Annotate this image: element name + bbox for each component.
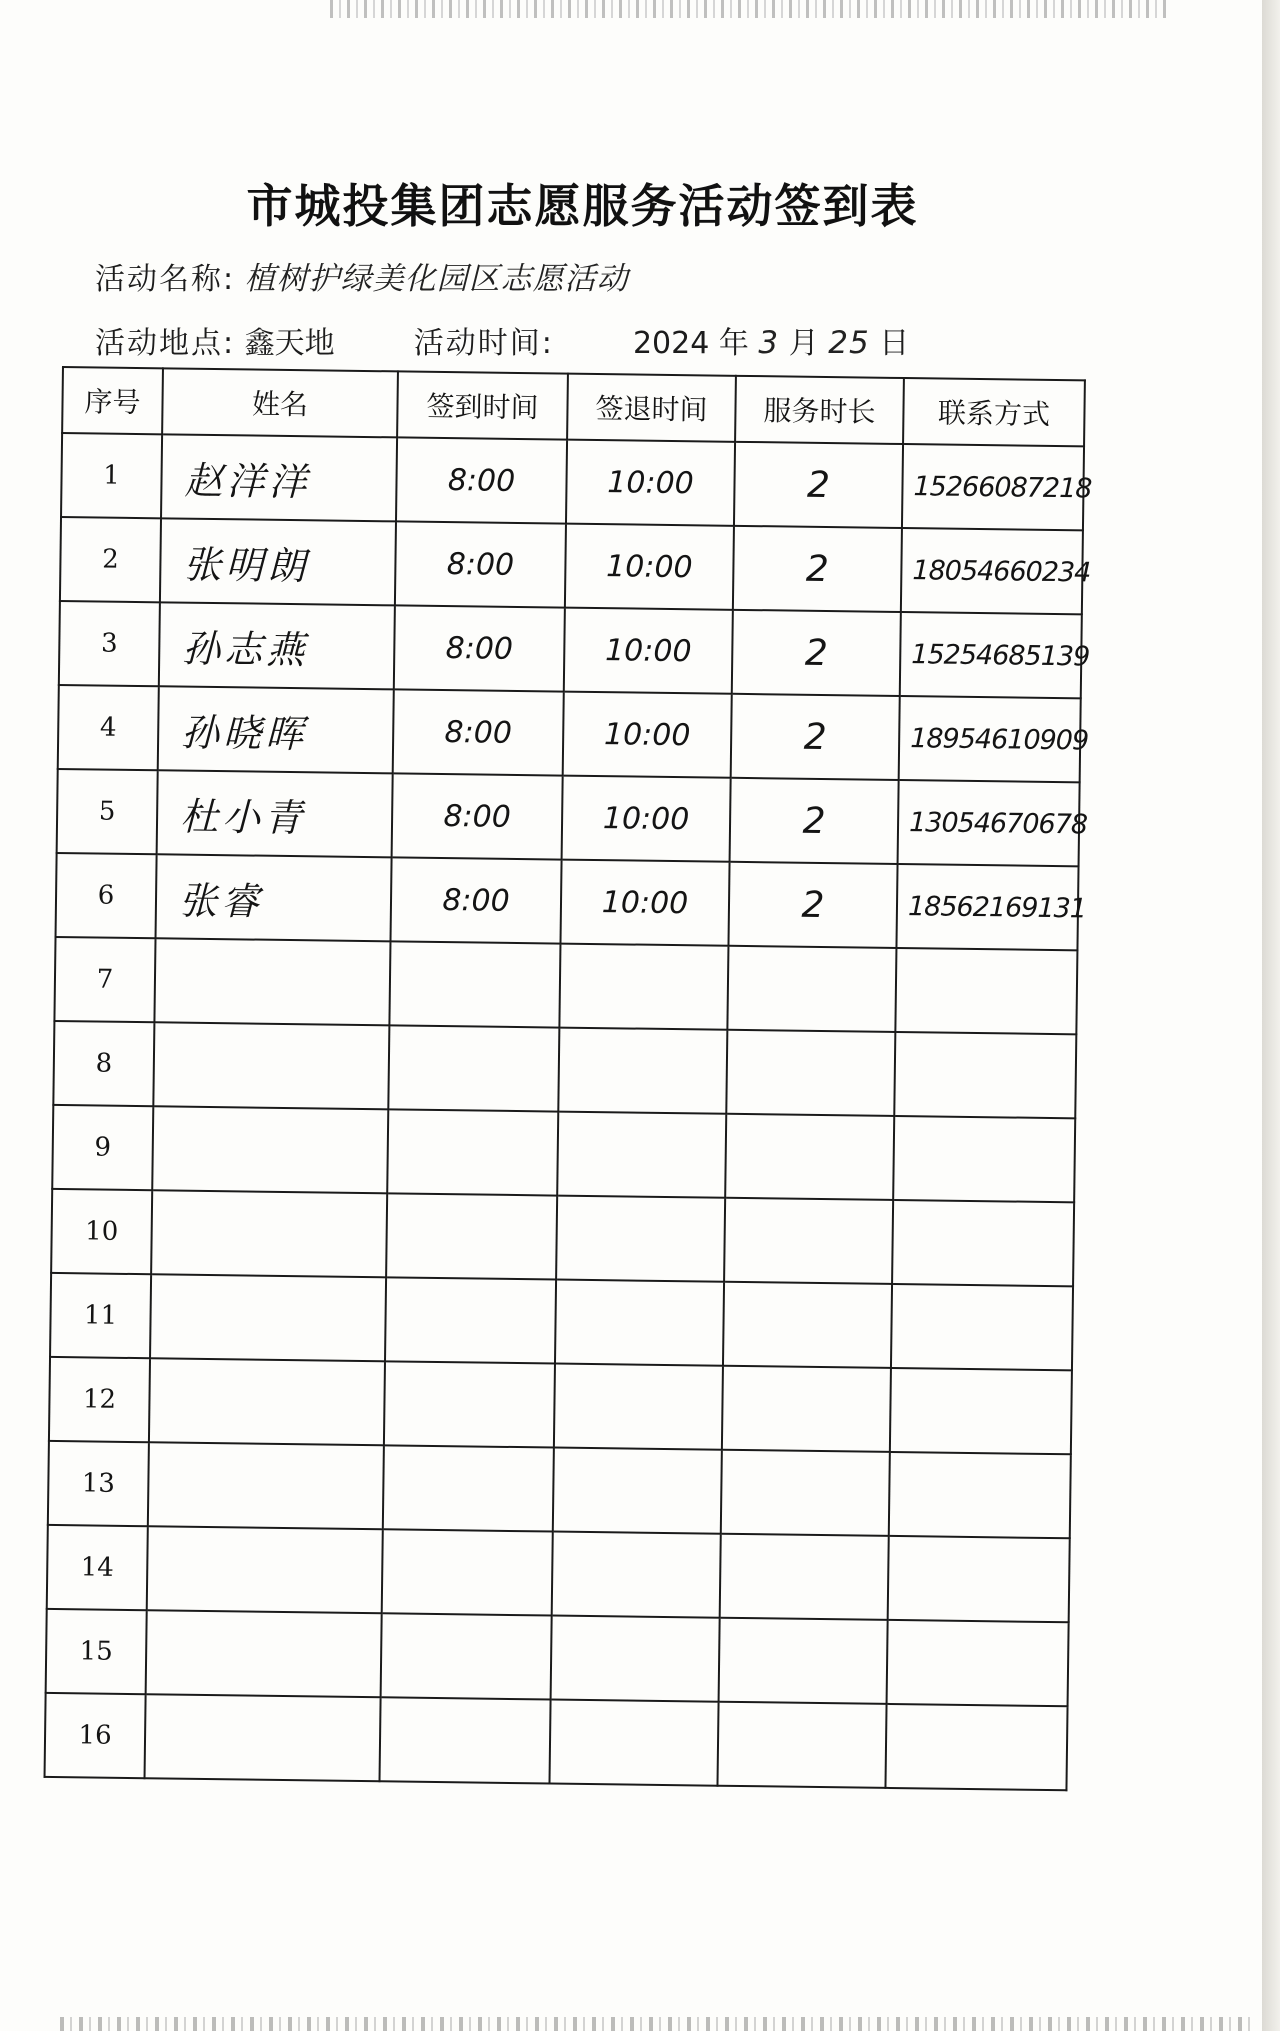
- row-index: 1: [61, 433, 162, 518]
- row-contact: [891, 1284, 1073, 1370]
- row-contact: [890, 1368, 1072, 1454]
- row-index: 3: [59, 601, 160, 686]
- row-index: 5: [57, 769, 158, 854]
- row-sign-out-time: [551, 1616, 720, 1702]
- row-contact: 18054660234: [901, 528, 1083, 614]
- row-sign-out-time: [559, 944, 728, 1030]
- table-row: [53, 1021, 1076, 1118]
- row-sign-in-time: 8:00: [395, 521, 566, 607]
- row-contact: [888, 1536, 1070, 1622]
- row-service-hours: 2: [733, 526, 902, 612]
- row-index: 2: [60, 517, 161, 602]
- row-name: [151, 1190, 387, 1277]
- table-row: [57, 769, 1080, 866]
- row-contact: [885, 1704, 1067, 1790]
- row-sign-out-time: [558, 1028, 727, 1114]
- row-sign-in-time: [381, 1613, 552, 1699]
- row-contact: [892, 1200, 1074, 1286]
- table-row: [47, 1525, 1070, 1622]
- activity-location-value: 鑫天地: [244, 326, 335, 361]
- activity-name-line: [95, 253, 629, 298]
- table-row: [58, 685, 1081, 782]
- row-sign-out-time: 10:00: [565, 524, 734, 610]
- activity-name-label: 活动名称:: [95, 262, 236, 297]
- row-sign-out-time: [557, 1112, 726, 1198]
- row-service-hours: [720, 1534, 889, 1620]
- row-sign-out-time: 10:00: [562, 776, 731, 862]
- row-name: [150, 1274, 386, 1361]
- row-name: [153, 1022, 389, 1109]
- row-service-hours: 2: [731, 694, 900, 780]
- header-contact: 联系方式: [903, 378, 1085, 446]
- header-name: 姓名: [162, 368, 398, 437]
- header-index: 序号: [62, 367, 163, 434]
- row-index: 8: [53, 1021, 154, 1106]
- row-service-hours: [721, 1450, 890, 1536]
- table-row: [61, 433, 1084, 530]
- row-name: [154, 938, 390, 1025]
- row-name: [146, 1610, 382, 1697]
- activity-name-value: 植树护绿美化园区志愿活动: [244, 261, 629, 297]
- row-index: 9: [52, 1105, 153, 1190]
- row-service-hours: 2: [734, 442, 903, 528]
- table-row: [52, 1105, 1075, 1202]
- row-index: 12: [49, 1357, 150, 1442]
- row-name: [145, 1694, 381, 1781]
- row-sign-in-time: [384, 1361, 555, 1447]
- activity-day-unit: 日: [879, 326, 910, 361]
- activity-location-time-line: [95, 318, 909, 362]
- table-row: [46, 1609, 1069, 1706]
- row-index: 13: [48, 1441, 149, 1526]
- header-sign-in-time: 签到时间: [397, 371, 568, 439]
- row-contact: [889, 1452, 1071, 1538]
- activity-location-label: 活动地点:: [95, 326, 236, 361]
- row-sign-out-time: 10:00: [560, 860, 729, 946]
- row-service-hours: [726, 1030, 895, 1116]
- row-index: 7: [54, 937, 155, 1022]
- background-page-edge: [1262, 0, 1280, 2031]
- sign-in-table: [44, 366, 1092, 1791]
- table-row: [54, 937, 1077, 1034]
- row-service-hours: [722, 1366, 891, 1452]
- row-contact: [893, 1116, 1075, 1202]
- row-contact: 18954610909: [899, 696, 1081, 782]
- row-contact: 15266087218: [902, 444, 1084, 530]
- activity-month: 3: [758, 325, 780, 361]
- table-row: [45, 1693, 1068, 1790]
- row-sign-out-time: [554, 1364, 723, 1450]
- row-sign-out-time: [553, 1448, 722, 1534]
- row-sign-in-time: 8:00: [393, 689, 564, 775]
- header-sign-out-time: 签退时间: [567, 374, 736, 442]
- row-sign-in-time: [389, 941, 560, 1027]
- table-row: [51, 1189, 1074, 1286]
- row-sign-in-time: 8:00: [396, 437, 567, 523]
- row-name: [148, 1442, 384, 1529]
- row-sign-out-time: [552, 1532, 721, 1618]
- row-name: [152, 1106, 388, 1193]
- row-name: [149, 1358, 385, 1445]
- row-service-hours: 2: [730, 778, 899, 864]
- row-index: 6: [56, 853, 157, 938]
- table-row: [49, 1357, 1072, 1454]
- header-service-hours: 服务时长: [735, 376, 904, 444]
- row-sign-in-time: [388, 1025, 559, 1111]
- row-service-hours: [724, 1198, 893, 1284]
- row-service-hours: 2: [728, 862, 897, 948]
- row-contact: [895, 948, 1077, 1034]
- row-sign-in-time: [387, 1109, 558, 1195]
- row-sign-in-time: 8:00: [390, 857, 561, 943]
- row-sign-out-time: 10:00: [563, 692, 732, 778]
- table-row: [59, 601, 1082, 698]
- row-contact: [894, 1032, 1076, 1118]
- activity-year: 2024: [632, 326, 710, 361]
- scan-edge-bottom: [60, 2017, 1250, 2031]
- table-row: [60, 517, 1083, 614]
- row-service-hours: [723, 1282, 892, 1368]
- row-index: 14: [47, 1525, 148, 1610]
- row-sign-in-time: [382, 1529, 553, 1615]
- row-contact: 13054670678: [898, 780, 1080, 866]
- document-title: 市城投集团志愿服务活动签到表: [246, 179, 919, 233]
- row-index: 16: [45, 1693, 146, 1778]
- row-sign-in-time: [385, 1277, 556, 1363]
- row-name: 张睿: [156, 854, 392, 941]
- row-sign-out-time: 10:00: [564, 608, 733, 694]
- table-row: [48, 1441, 1071, 1538]
- row-service-hours: 2: [732, 610, 901, 696]
- row-name: 孙晓晖: [158, 686, 394, 773]
- activity-time-label: 活动时间:: [413, 326, 554, 361]
- row-sign-in-time: [380, 1697, 551, 1783]
- row-service-hours: [717, 1702, 886, 1788]
- activity-month-unit: 月: [788, 326, 819, 361]
- row-sign-out-time: [556, 1196, 725, 1282]
- row-service-hours: [719, 1618, 888, 1704]
- row-index: 15: [46, 1609, 147, 1694]
- row-sign-in-time: 8:00: [394, 605, 565, 691]
- row-sign-in-time: [386, 1193, 557, 1279]
- row-sign-in-time: 8:00: [392, 773, 563, 859]
- table-row: [50, 1273, 1073, 1370]
- row-index: 11: [50, 1273, 151, 1358]
- row-name: [147, 1526, 383, 1613]
- row-sign-out-time: [549, 1700, 718, 1786]
- scan-edge-top: [330, 0, 1170, 18]
- row-sign-out-time: 10:00: [566, 440, 735, 526]
- row-contact: 15254685139: [900, 612, 1082, 698]
- activity-day: 25: [828, 325, 870, 361]
- row-sign-in-time: [383, 1445, 554, 1531]
- row-service-hours: [727, 946, 896, 1032]
- row-service-hours: [725, 1114, 894, 1200]
- row-contact: [887, 1620, 1069, 1706]
- row-name: 张明朗: [160, 518, 396, 605]
- row-contact: 18562169131: [896, 864, 1078, 950]
- table-row: [56, 853, 1079, 950]
- row-name: 孙志燕: [159, 602, 395, 689]
- row-index: 4: [58, 685, 159, 770]
- activity-year-unit: 年: [718, 326, 749, 361]
- row-index: 10: [51, 1189, 152, 1274]
- row-sign-out-time: [555, 1280, 724, 1366]
- row-name: 杜小青: [157, 770, 393, 857]
- row-name: 赵洋洋: [161, 434, 397, 521]
